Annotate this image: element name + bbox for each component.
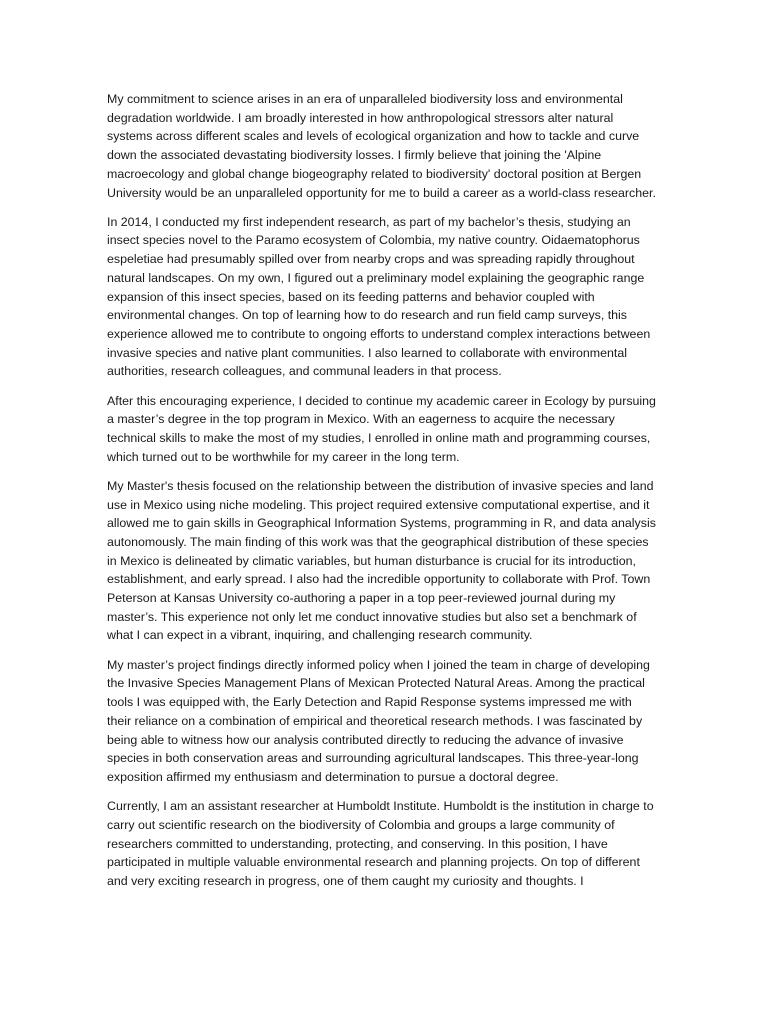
paragraph-1: My commitment to science arises in an era of unparalleled biodiversity loss and environmental degradation worldwide. I am broadly interested in how anthropological stressors alter natural systems across different scales and levels of ecological organization and how to tackle and curve down the associated devastating biodiversity losses. I firmly believe that joining the 'Alpine macroecology and global change biogeography related to biodiversity' doctoral position at Bergen University would be an unparalleled opportunity for me to build a career as a world-class researcher.	[107, 92, 656, 200]
paragraph-2: In 2014, I conducted my first independent research, as part of my bachelor’s thesis, studying an insect species novel to the Paramo ecosystem of Colombia, my native country. Oidaematophorus espeletiae had presumably spilled over from nearby crops and was spreading rapidly throughout natural landscapes. On my own, I figured out a preliminary model explaining the geographic range expansion of this insect species, based on its feeding patterns and behavior coupled with environmental changes. On top of learning how to do research and run field camp surveys, this experience allowed me to contribute to ongoing efforts to understand complex interactions between invasive species and native plant communities. I also learned to collaborate with environmental authorities, research colleagues, and communal leaders in that process.	[107, 214, 651, 379]
paragraph-4: My Master's thesis focused on the relationship between the distribution of invasive species and land use in Mexico using niche modeling. This project required extensive computational expertise, and it allowed me to gain skills in Geographical Information Systems, programming in R, and data analysis autonomously. The main finding of this work was that the geographical distribution of these species in Mexico is delineated by climatic variables, but human disturbance is crucial for its introduction, establishment, and early spread. I also had the incredible opportunity to collaborate with Prof. Town Peterson at Kansas University co-authoring a paper in a top peer-reviewed journal during my master’s. This experience not only let me conduct innovative studies but also set a benchmark of what I can expect in a vibrant, inquiring, and challenging research community.	[107, 478, 656, 643]
paragraph-3: After this encouraging experience, I decided to continue my academic career in Ecology by pursuing a master’s degree in the top program in Mexico. With an eagerness to acquire the necessary technical skills to make the most of my studies, I enrolled in online math and programming courses, which turned out to be worthwhile for my career in the long term.	[107, 393, 656, 464]
document-body	[107, 90, 659, 901]
paragraph-5: My master’s project findings directly informed policy when I joined the team in charge of developing the Invasive Species Management Plans of Mexican Protected Natural Areas. Among the practical tools I was equipped with, the Early Detection and Rapid Response systems impressed me with their reliance on a combination of empirical and theoretical research methods. I was fascinated by being able to witness how our analysis contributed directly to reducing the advance of invasive species in both conservation areas and surrounding agricultural landscapes. This three-year-long exposition affirmed my enthusiasm and determination to pursue a doctoral degree.	[107, 657, 650, 784]
paragraph-6: Currently, I am an assistant researcher at Humboldt Institute. Humboldt is the institution in charge to carry out scientific research on the biodiversity of Colombia and groups a large community of researchers committed to understanding, protecting, and conserving. In this position, I have participated in multiple valuable environmental research and planning projects. On top of different and very exciting research in progress, one of them caught my curiosity and thoughts. I	[107, 799, 654, 888]
